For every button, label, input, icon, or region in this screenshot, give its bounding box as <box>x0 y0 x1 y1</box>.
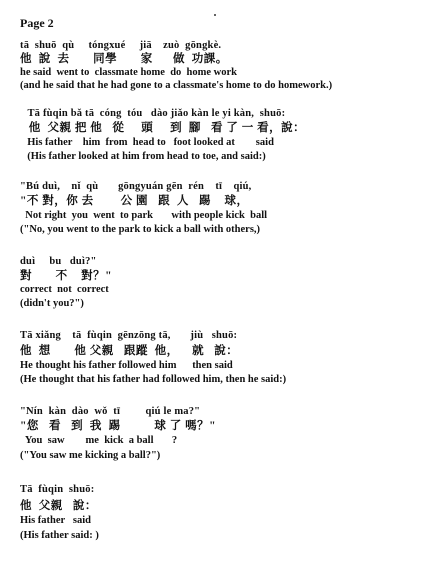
chinese-line: "不 對，你 去 公 園 跟 人 踢 球， <box>20 195 249 207</box>
chinese-line: 他 說 去 同學 家 做 功課。 <box>20 53 228 65</box>
translation-line: (didn't you?") <box>20 298 84 309</box>
scan-speck <box>214 14 216 16</box>
chinese-line: 他 父親 把 他 從 頭 到 腳 看 了 一 看，說： <box>22 122 306 134</box>
gloss-line: His father him from head to foot looked at said <box>22 137 274 148</box>
gloss-line: He thought his father followed him then said <box>20 360 233 371</box>
pinyin-line: "Bú duì, nǐ qù gōngyuán gēn rén tī qiú, <box>20 181 252 192</box>
gloss-line: he said went to classmate home do home work <box>20 67 237 78</box>
gloss-line: You saw me kick a ball ? <box>20 435 178 446</box>
translation-line: ("No, you went to the park to kick a ball with others,) <box>20 224 261 235</box>
pinyin-line: tā shuō qù tóngxué jiā zuò gōngkè. <box>20 40 222 51</box>
pinyin-line: "Nín kàn dào wǒ tī qiú le ma?" <box>20 406 201 417</box>
gloss-line: correct not correct <box>20 284 109 295</box>
translation-line: (His father looked at him from head to toe, and said:) <box>22 151 266 162</box>
translation-line: (and he said that he had gone to a classmate's home to do homework.) <box>20 80 333 91</box>
translation-line: (He thought that his father had followed him, then he said:) <box>20 374 287 385</box>
pinyin-line: Tā xiǎng tā fùqin gēnzōng tā, jiù shuō: <box>20 330 238 341</box>
chinese-line: 他 父親 說： <box>20 500 97 512</box>
page-title: Page 2 <box>20 16 54 30</box>
gloss-line: Not right you went to park with people kick ball <box>20 210 268 221</box>
translation-line: ("You saw me kicking a ball?") <box>20 450 161 461</box>
pinyin-line: Tā fùqin bǎ tā cóng tóu dào jiǎo kàn le yi kàn, shuō: <box>22 108 286 119</box>
gloss-line: His father said <box>20 515 91 526</box>
chinese-line: 他 想 他 父親 跟蹤 他， 就 說： <box>20 345 239 357</box>
chinese-line: "您 看 到 我 踢 球 了 嗎？" <box>20 420 217 432</box>
pinyin-line: Tā fùqin shuō: <box>20 484 95 495</box>
pinyin-line: duì bu duì?" <box>20 256 97 267</box>
translation-line: (His father said: ) <box>20 530 99 541</box>
chinese-line: 對 不 對？" <box>20 270 113 282</box>
